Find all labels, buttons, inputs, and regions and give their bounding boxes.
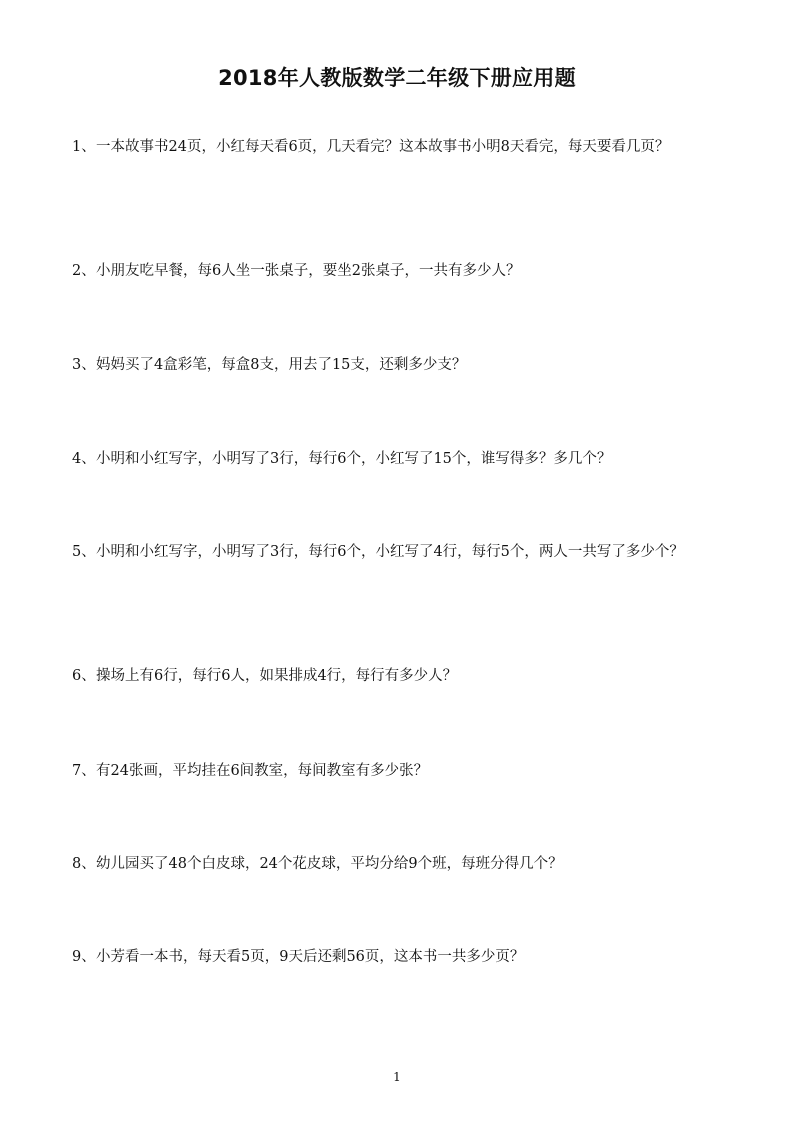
question-item bbox=[72, 849, 727, 879]
question-item bbox=[72, 444, 727, 474]
question-text: 小芳看一本书，每天看5页，9天后还剩56页，这本书一共多少页？ bbox=[96, 949, 525, 965]
question-number: 9、 bbox=[72, 949, 96, 965]
question-text: 幼儿园买了48个白皮球，24个花皮球，平均分给9个班，每班分得几个？ bbox=[96, 856, 563, 872]
question-item bbox=[72, 537, 727, 567]
question-text: 操场上有6行，每行6人，如果排成4行，每行有多少人？ bbox=[96, 668, 458, 684]
question-number: 1、 bbox=[72, 139, 96, 155]
question-number: 7、 bbox=[72, 763, 96, 779]
question-item bbox=[72, 256, 727, 286]
question-text: 小朋友吃早餐，每6人坐一张桌子，要坐2张桌子，一共有多少人？ bbox=[96, 263, 521, 279]
question-number: 8、 bbox=[72, 856, 96, 872]
question-number: 6、 bbox=[72, 668, 96, 684]
question-text: 妈妈买了4盒彩笔，每盒8支，用去了15支，还剩多少支？ bbox=[96, 357, 467, 373]
page-number: 1 bbox=[393, 1070, 401, 1084]
question-text: 小明和小红写字，小明写了3行，每行6个，小红写了15个，谁写得多？多几个？ bbox=[96, 451, 612, 467]
question-item bbox=[72, 350, 727, 380]
question-text: 小明和小红写字，小明写了3行，每行6个，小红写了4行，每行5个，两人一共写了多少个？ bbox=[96, 544, 684, 560]
question-number: 3、 bbox=[72, 357, 96, 373]
question-number: 4、 bbox=[72, 451, 96, 467]
question-number: 2、 bbox=[72, 263, 96, 279]
question-text: 一本故事书24页，小红每天看6页，几天看完？这本故事书小明8天看完，每天要看几页？ bbox=[96, 139, 670, 155]
question-item bbox=[72, 942, 727, 972]
question-item bbox=[72, 132, 727, 162]
question-text: 有24张画，平均挂在6间教室，每间教室有多少张？ bbox=[96, 763, 429, 779]
question-item bbox=[72, 756, 727, 786]
question-number: 5、 bbox=[72, 544, 96, 560]
question-item bbox=[72, 661, 727, 691]
page-title: 2018年人教版数学二年级下册应用题 bbox=[218, 66, 576, 90]
